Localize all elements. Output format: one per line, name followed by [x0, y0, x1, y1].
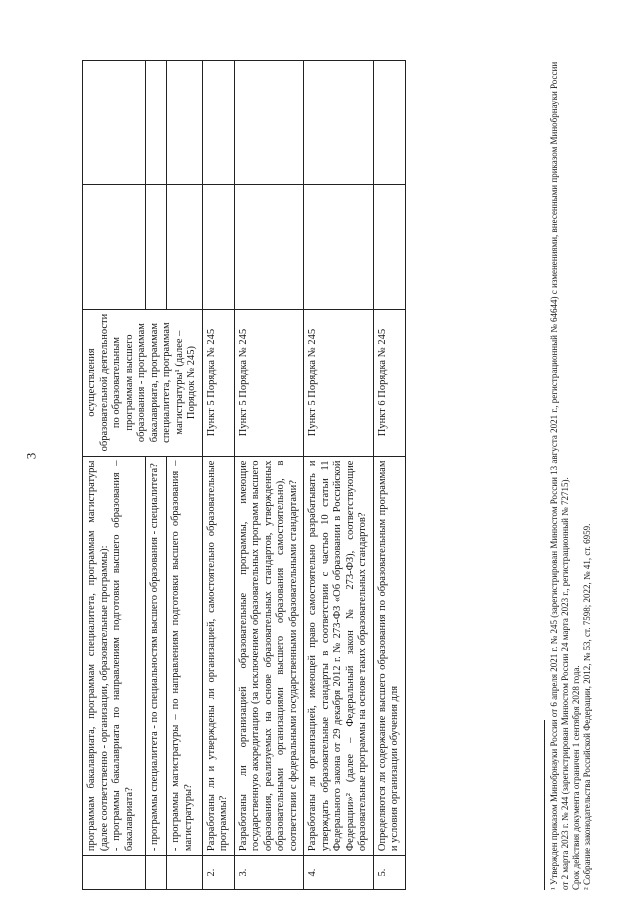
table-row	[202, 61, 234, 890]
row-number	[83, 856, 146, 890]
reference-cell: осуществления образовательной деятельности по образовательным программам высшего образования - программам бакалавриата, программам специалитета, программам магистратуры¹ (далее – Порядок № 245)	[83, 309, 203, 456]
footnotes	[544, 60, 593, 890]
answer-cell	[202, 185, 234, 309]
table-row	[234, 61, 304, 890]
question-text: Разработаны ли организацией, имеющей право самостоятельно разрабатывать и утверждать образовательные стандарты в соответствии с частью 10 статьи 11 Федерального закона от 29 декабря 2012 г. № 273-ФЗ «Об образовании в Российской Федерации»² (далее – Федеральный закон № 273-ФЗ), соответствующие образовательные программы на основе таких образовательных стандартов?	[307, 460, 368, 852]
rotated-page-content	[20, 30, 620, 890]
page-number: 3	[23, 452, 39, 460]
question-text: программам бакалавриата, программам специалитета, программам магистратуры (далее соответственно - организации, образовательные программы):	[86, 460, 110, 852]
question-text: Определяются ли содержание высшего образования по образовательным программам и условия организации обучения для	[376, 460, 400, 852]
footnote: Срок действия документа ограничен 1 сентября 2028 года.	[571, 665, 581, 890]
reference-cell: Пункт 5 Порядка № 245	[202, 309, 234, 456]
question-cell	[304, 456, 374, 856]
answer-cell	[83, 185, 146, 309]
answer-cell	[234, 185, 304, 309]
note-cell	[234, 61, 304, 185]
question-cell	[145, 456, 166, 856]
question-cell	[83, 456, 146, 856]
question-text: Разработаны ли и утверждены ли организацией, самостоятельно образовательные программы?	[205, 460, 229, 852]
row-number: 4.	[304, 856, 374, 890]
question-text: - программы бакалавриата по направлениям подготовки высшего образования – бакалавриата?	[111, 460, 135, 852]
table-row	[145, 61, 166, 890]
table-row	[373, 61, 405, 890]
answer-cell	[304, 185, 374, 309]
note-cell	[145, 61, 166, 185]
question-cell	[202, 456, 234, 856]
footnote-divider	[544, 720, 545, 890]
reference-cell: Пункт 5 Порядка № 245	[234, 309, 304, 456]
row-number	[167, 856, 202, 890]
question-cell	[373, 456, 405, 856]
question-text: - программы специалитета - по специальностям высшего образования - специалитета?	[148, 463, 160, 852]
table-row	[167, 61, 202, 890]
footnote: ² Собрание законодательства Российской Федерации, 2012, № 53, ст. 7598; 2022, № 41, ст. 6959.	[582, 523, 592, 890]
question-text: Разработаны ли организацией образовательные программы, имеющие государственную аккредитацию (за исключением образовательных программ высшего образования, реализуемых на основе образовательных стандартов, утвержденных образовательными организациями высшего образования самостоятельно), в соответствии с федеральными государственными образовательными стандартами?	[237, 460, 299, 852]
question-cell	[167, 456, 202, 856]
answer-cell	[167, 185, 202, 309]
note-cell	[202, 61, 234, 185]
row-number: 3.	[234, 856, 304, 890]
row-number: 5.	[373, 856, 405, 890]
reference-cell: Пункт 5 Порядка № 245	[304, 309, 374, 456]
note-cell	[304, 61, 374, 185]
note-cell	[167, 61, 202, 185]
note-cell	[373, 61, 405, 185]
row-number: 2.	[202, 856, 234, 890]
note-cell	[83, 61, 146, 185]
answer-cell	[145, 185, 166, 309]
checklist-table	[82, 60, 406, 890]
footnote: ¹ Утвержден приказом Минобрнауки России от 6 апреля 2021 г. № 245 (зарегистрирован Минюстом России 13 августа 2021 г., регистрационный № 64644) с изменениями, внесенными приказом Минобрнауки России от 2 марта 2023 г. № 244 (зарегистрирован Минюстом России 24 марта 2023 г., регистрационный № 72715).	[549, 61, 570, 890]
question-text: - программы магистратуры – по направлениям подготовки высшего образования – магистратуры?	[170, 460, 194, 852]
reference-cell: Пункт 6 Порядка № 245	[373, 309, 405, 456]
table-row	[304, 61, 374, 890]
answer-cell	[373, 185, 405, 309]
question-cell	[234, 456, 304, 856]
table-row	[83, 61, 146, 890]
row-number	[145, 856, 166, 890]
